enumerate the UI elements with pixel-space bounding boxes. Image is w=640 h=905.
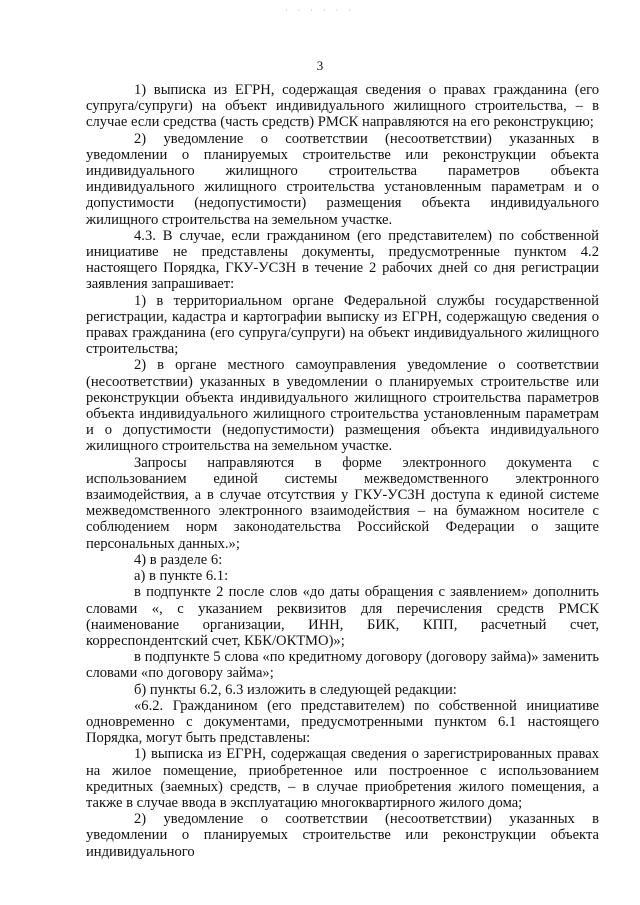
paragraph: в подпункте 2 после слов «до даты обращения с заявлением» дополнить словами «, с указанием реквизитов для перечисления средств РМСК (наименование организации, ИНН, БИК, КПП, расчетный счет, корреспондентский счет, КБК/ОКТМО)»; xyxy=(86,584,599,649)
scan-marks: · · · · · · xyxy=(285,6,355,15)
paragraph: в подпункте 5 слова «по кредитному договору (договору займа)» заменить словами «по договору займа»; xyxy=(86,649,599,682)
paragraph: 4) в разделе 6: xyxy=(134,551,223,568)
paragraph: а) в пункте 6.1: xyxy=(134,568,229,585)
paragraph: б) пункты 6.2, 6.3 изложить в следующей редакции: xyxy=(134,681,457,698)
paragraph: 1) выписка из ЕГРН, содержащая сведения о правах гражданина (его супруга/супруги) на объект индивидуального жилищного строительства, – в случае если средства (часть средств) РМСК направляются на его реконструкцию; xyxy=(86,82,599,131)
paragraph: 1) в территориальном органе Федеральной службы государственной регистрации, кадастра и картографии выписку из ЕГРН, содержащую сведения о правах гражданина (его супруга/супруги) на объект индивидуального жилищного строительства; xyxy=(86,292,599,358)
page-number: 3 xyxy=(316,58,324,73)
paragraph: «6.2. Гражданином (его представителем) по собственной инициативе одновременно с документами, предусмотренными пунктом 6.1 настоящего Порядка, могут быть представлены: xyxy=(86,697,599,747)
paragraph: 1) выписка из ЕГРН, содержащая сведения о зарегистрированных правах на жилое помещение, приобретенное или построенное с использованием кредитных (заемных) средств, – в случае приобретения жилого помещения, а также в случае ввода в эксплуатацию многоквартирного жилого дома; xyxy=(86,746,599,811)
document-body xyxy=(86,82,599,860)
paragraph: 4.3. В случае, если гражданином (его представителем) по собственной инициативе не представлены документы, предусмотренные пунктом 4.2 настоящего Порядка, ГКУ-УСЗН в течение 2 рабочих дней со дня регистрации заявления запрашивает: xyxy=(86,227,599,293)
paragraph: Запросы направляются в форме электронного документа с использованием единой системы межведомственного электронного взаимодействия, а в случае отсутствия у ГКУ-УСЗН доступа к единой системе межведомственного электронного взаимодействия – на бумажном носителе с соблюдением норм законодательства Российской Федерации о защите персональных данных.»; xyxy=(86,454,599,552)
paragraph: 2) уведомление о соответствии (несоответствии) указанных в уведомлении о планируемых строительстве или реконструкции объекта индивидуального xyxy=(86,811,599,860)
paragraph: 2) уведомление о соответствии (несоответствии) указанных в уведомлении о планируемых строительстве или реконструкции объекта индивидуального жилищного строительства параметров объекта индивидуального жилищного строительства установленным параметрам и о допустимости (недопустимости) размещения объекта индивидуального жилищного строительства на земельном участке. xyxy=(86,130,599,228)
paragraph: 2) в органе местного самоуправления уведомление о соответствии (несоответствии) указанных в уведомлении о планируемых строительстве или реконструкции объекта индивидуального жилищного строительства параметров объекта индивидуального жилищного строительства установленным параметрам и о допустимости (недопустимости) размещения объекта индивидуального жилищного строительства на земельном участке. xyxy=(86,357,599,455)
